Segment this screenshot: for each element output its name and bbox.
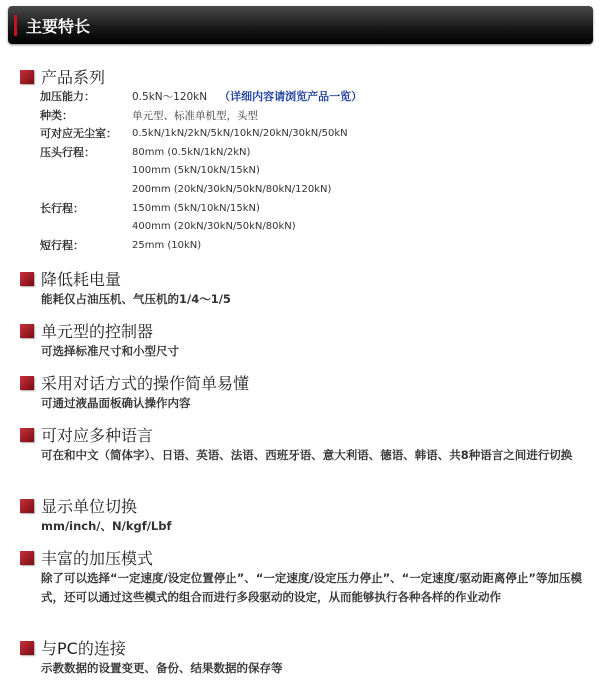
- spec-value: 80mm (0.5kN/1kN/2kN): [132, 146, 251, 158]
- section-controller: [20, 319, 590, 361]
- section-title: 单元型的控制器: [41, 322, 154, 341]
- section-title: 丰富的加压模式: [41, 549, 154, 568]
- spec-label: 短行程：: [40, 238, 84, 252]
- spec-row-long-stroke-2: [40, 218, 362, 237]
- spec-label: 加压能力：: [40, 90, 95, 103]
- section-description: 示教数据的设置变更、备份、结果数据的保存等: [41, 661, 283, 675]
- section-description: 能耗仅占油压机、气压机的1/4～1/5: [41, 292, 231, 306]
- spec-label: 可对应无尘室：: [40, 127, 117, 141]
- section-description: mm/inch/、N/kgf/Lbf: [41, 519, 172, 533]
- square-bullet-icon: [20, 428, 34, 442]
- spec-value: 150mm (5kN/10kN/15kN): [132, 202, 260, 214]
- square-bullet-icon: [20, 272, 34, 286]
- square-bullet-icon: [20, 499, 34, 513]
- spec-row-long-stroke: [40, 200, 362, 219]
- spec-value: 0.5kN～120kN: [132, 91, 208, 103]
- square-bullet-icon: [20, 70, 34, 84]
- header-bar: [8, 6, 593, 44]
- section-pc-connection: [20, 636, 590, 678]
- spec-label: 长行程：: [40, 201, 84, 215]
- section-multi-language: [20, 423, 590, 465]
- spec-value: 25mm (10kN): [132, 239, 202, 251]
- spec-row-short-stroke: [40, 237, 362, 256]
- spec-value: 200mm (20kN/30kN/50kN/80kN/120kN): [132, 183, 332, 195]
- spec-row-type: [40, 107, 362, 126]
- product-list-link[interactable]: （详细内容请浏览产品一览）: [219, 90, 363, 103]
- spec-label-empty: [40, 181, 132, 200]
- section-title: 显示单位切换: [41, 497, 138, 516]
- section-title: 采用对话方式的操作简单易懂: [41, 374, 250, 393]
- section-title: 可对应多种语言: [41, 426, 154, 445]
- spec-label: 压头行程：: [40, 145, 95, 159]
- spec-row-head-stroke: [40, 144, 362, 163]
- spec-value: 400mm (20kN/30kN/50kN/80kN): [132, 221, 296, 233]
- section-description: 除了可以选择“一定速度/设定位置停止”、“一定速度/设定压力停止”、“一定速度/驱动距离停止”等加压模式，还可以通过这些模式的组合而进行多段驱动的设定，从而能够执行各种各样的作业动作: [41, 571, 582, 604]
- section-description: 可通过液晶面板确认操作内容: [41, 396, 191, 410]
- spec-value: 单元型、标准单机型，头型: [132, 109, 258, 122]
- section-title: 降低耗电量: [41, 270, 122, 289]
- spec-row-head-stroke-3: [40, 181, 362, 200]
- square-bullet-icon: [20, 376, 34, 390]
- spec-value: 0.5kN/1kN/2kN/5kN/10kN/20kN/30kN/50kN: [132, 128, 348, 140]
- page-title: 主要特长: [26, 17, 91, 36]
- section-pressure-modes: [20, 546, 590, 607]
- header-accent: [14, 15, 17, 36]
- spec-label: 种类：: [40, 108, 73, 122]
- section-unit-switch: [20, 494, 590, 536]
- section-dialog-operation: [20, 371, 590, 413]
- spec-label-empty: [40, 162, 132, 181]
- spec-value: 100mm (5kN/10kN/15kN): [132, 165, 260, 177]
- spec-row-pressure: [40, 88, 362, 107]
- square-bullet-icon: [20, 641, 34, 655]
- square-bullet-icon: [20, 324, 34, 338]
- section-power-saving: [20, 267, 590, 309]
- section-title: 与PC的连接: [41, 639, 126, 658]
- spec-row-head-stroke-2: [40, 162, 362, 181]
- spec-row-clean: [40, 125, 362, 144]
- section-description: 可在和中文（简体字）、日语、英语、法语、西班牙语、意大利语、德语、韩语、共8种语言之间进行切换: [41, 448, 573, 462]
- section-product-series: [20, 65, 590, 88]
- spec-label-empty: [40, 218, 132, 237]
- spec-table: [40, 88, 362, 255]
- square-bullet-icon: [20, 551, 34, 565]
- section-title: 产品系列: [41, 68, 106, 87]
- section-description: 可选择标准尺寸和小型尺寸: [41, 344, 179, 358]
